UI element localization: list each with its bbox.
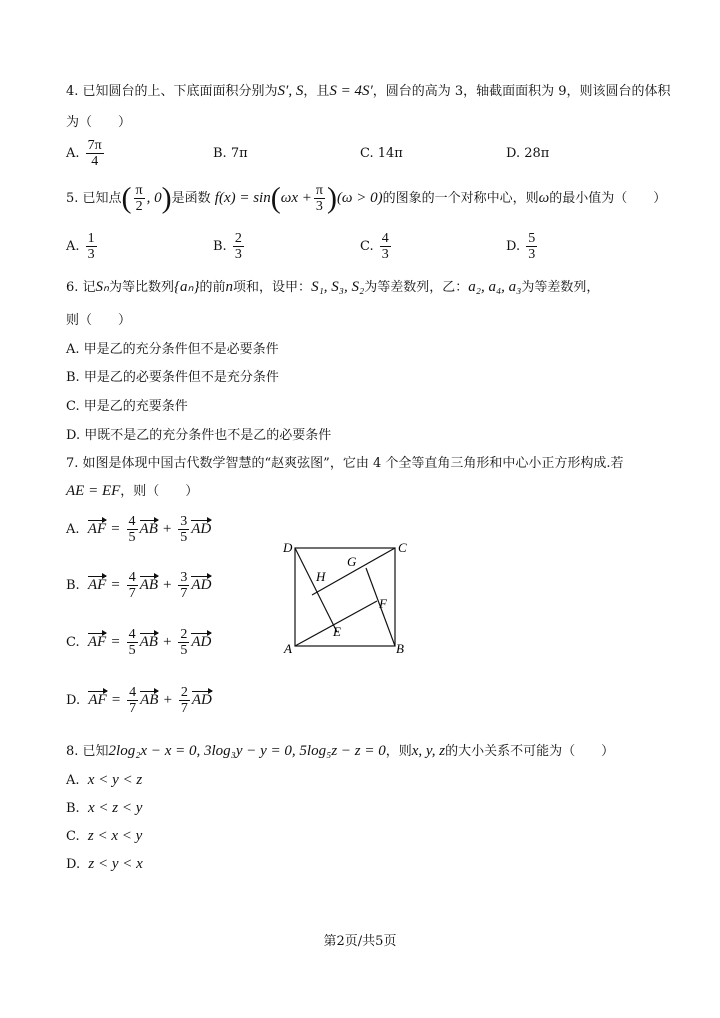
q4-option-d[interactable]: D. 28π xyxy=(506,146,550,161)
q7-option-b[interactable]: B. AF = $\frac{4}{7}$ AB + $\frac{3}{7}$ AD xyxy=(66,570,212,601)
q5-stem: 5. 已知点( $\frac{\pi}{2}$ , 0)是函数 f(x) = sin(ωx + $\frac{\pi}{3}$ )(ω > 0)的图象的一个对称中心，则ω的最小值为（ ） xyxy=(66,181,667,215)
label-h: H xyxy=(316,569,326,584)
q6-option-a[interactable]: A. 甲是乙的充分条件但不是必要条件 xyxy=(66,342,279,357)
zhao-shuang-diagram xyxy=(280,536,420,658)
q7-stem-line2: AE = EF，则（ ） xyxy=(66,483,199,499)
q7-option-d[interactable]: D. AF = $\frac{4}{7}$ AB + $\frac{2}{7}$ AD xyxy=(66,685,212,716)
q8-option-c[interactable]: C. z < x < y xyxy=(66,828,143,844)
label-b: B xyxy=(396,641,404,656)
q5-option-a[interactable]: A. $\frac{1}{3}$ xyxy=(66,231,95,262)
q4-stem-line2: 为（ ） xyxy=(66,115,132,130)
label-g: G xyxy=(347,554,357,569)
label-a: A xyxy=(284,641,292,656)
label-d: D xyxy=(283,540,293,555)
label-c: C xyxy=(398,540,407,555)
q8-option-a[interactable]: A. x < y < z xyxy=(66,772,143,788)
q6-option-d[interactable]: D. 甲既不是乙的充分条件也不是乙的必要条件 xyxy=(66,428,332,443)
q5-option-c[interactable]: C. $\frac{4}{3}$ xyxy=(360,231,389,262)
q8-option-d[interactable]: D. z < y < x xyxy=(66,856,143,872)
label-f: F xyxy=(379,596,387,611)
q7-option-c[interactable]: C. AF = $\frac{4}{5}$ AB + $\frac{2}{5}$ AD xyxy=(66,627,212,658)
page-footer: 第2页/共5页 xyxy=(323,934,397,949)
line-d-e xyxy=(295,548,337,632)
q4-option-c[interactable]: C. 14π xyxy=(360,146,403,161)
q8-stem: 8. 已知2log₂x − x = 0, 3log₃y − y = 0, 5log₅z − z = 0，则x, y, z的大小关系不可能为（ ） xyxy=(66,743,615,759)
q6-stem: 6. 记Sₙ为等比数列{aₙ}的前n项和，设甲：S₁, S₃, S₂为等差数列，乙：a₂, a₄, a₃为等差数列， xyxy=(66,279,600,295)
q7-stem: 7. 如图是体现中国古代数学智慧的“赵爽弦图”，它由 4 个全等直角三角形和中心小正方形构成.若 xyxy=(66,456,624,471)
q4-stem: 4. 已知圆台的上、下底面面积分别为S′, S，且S = 4S′，圆台的高为 3，轴截面面积为 9，则该圆台的体积 xyxy=(66,83,671,99)
q7-option-a[interactable]: A. AF = $\frac{4}{5}$ AB + $\frac{3}{5}$ AD xyxy=(66,514,212,545)
q4-option-b[interactable]: B. 7π xyxy=(213,146,248,161)
q6-stem-line2: 则（ ） xyxy=(66,313,132,328)
label-e: E xyxy=(333,624,341,639)
q8-option-b[interactable]: B. x < z < y xyxy=(66,800,143,816)
q6-option-b[interactable]: B. 甲是乙的必要条件但不是充分条件 xyxy=(66,370,279,385)
q5-option-b[interactable]: B. $\frac{2}{3}$ xyxy=(213,231,242,262)
q4-option-a[interactable]: A. $\frac{7\pi}{4}$ xyxy=(66,138,102,169)
q5-option-d[interactable]: D. $\frac{5}{3}$ xyxy=(506,231,536,262)
q6-option-c[interactable]: C. 甲是乙的充要条件 xyxy=(66,399,188,414)
